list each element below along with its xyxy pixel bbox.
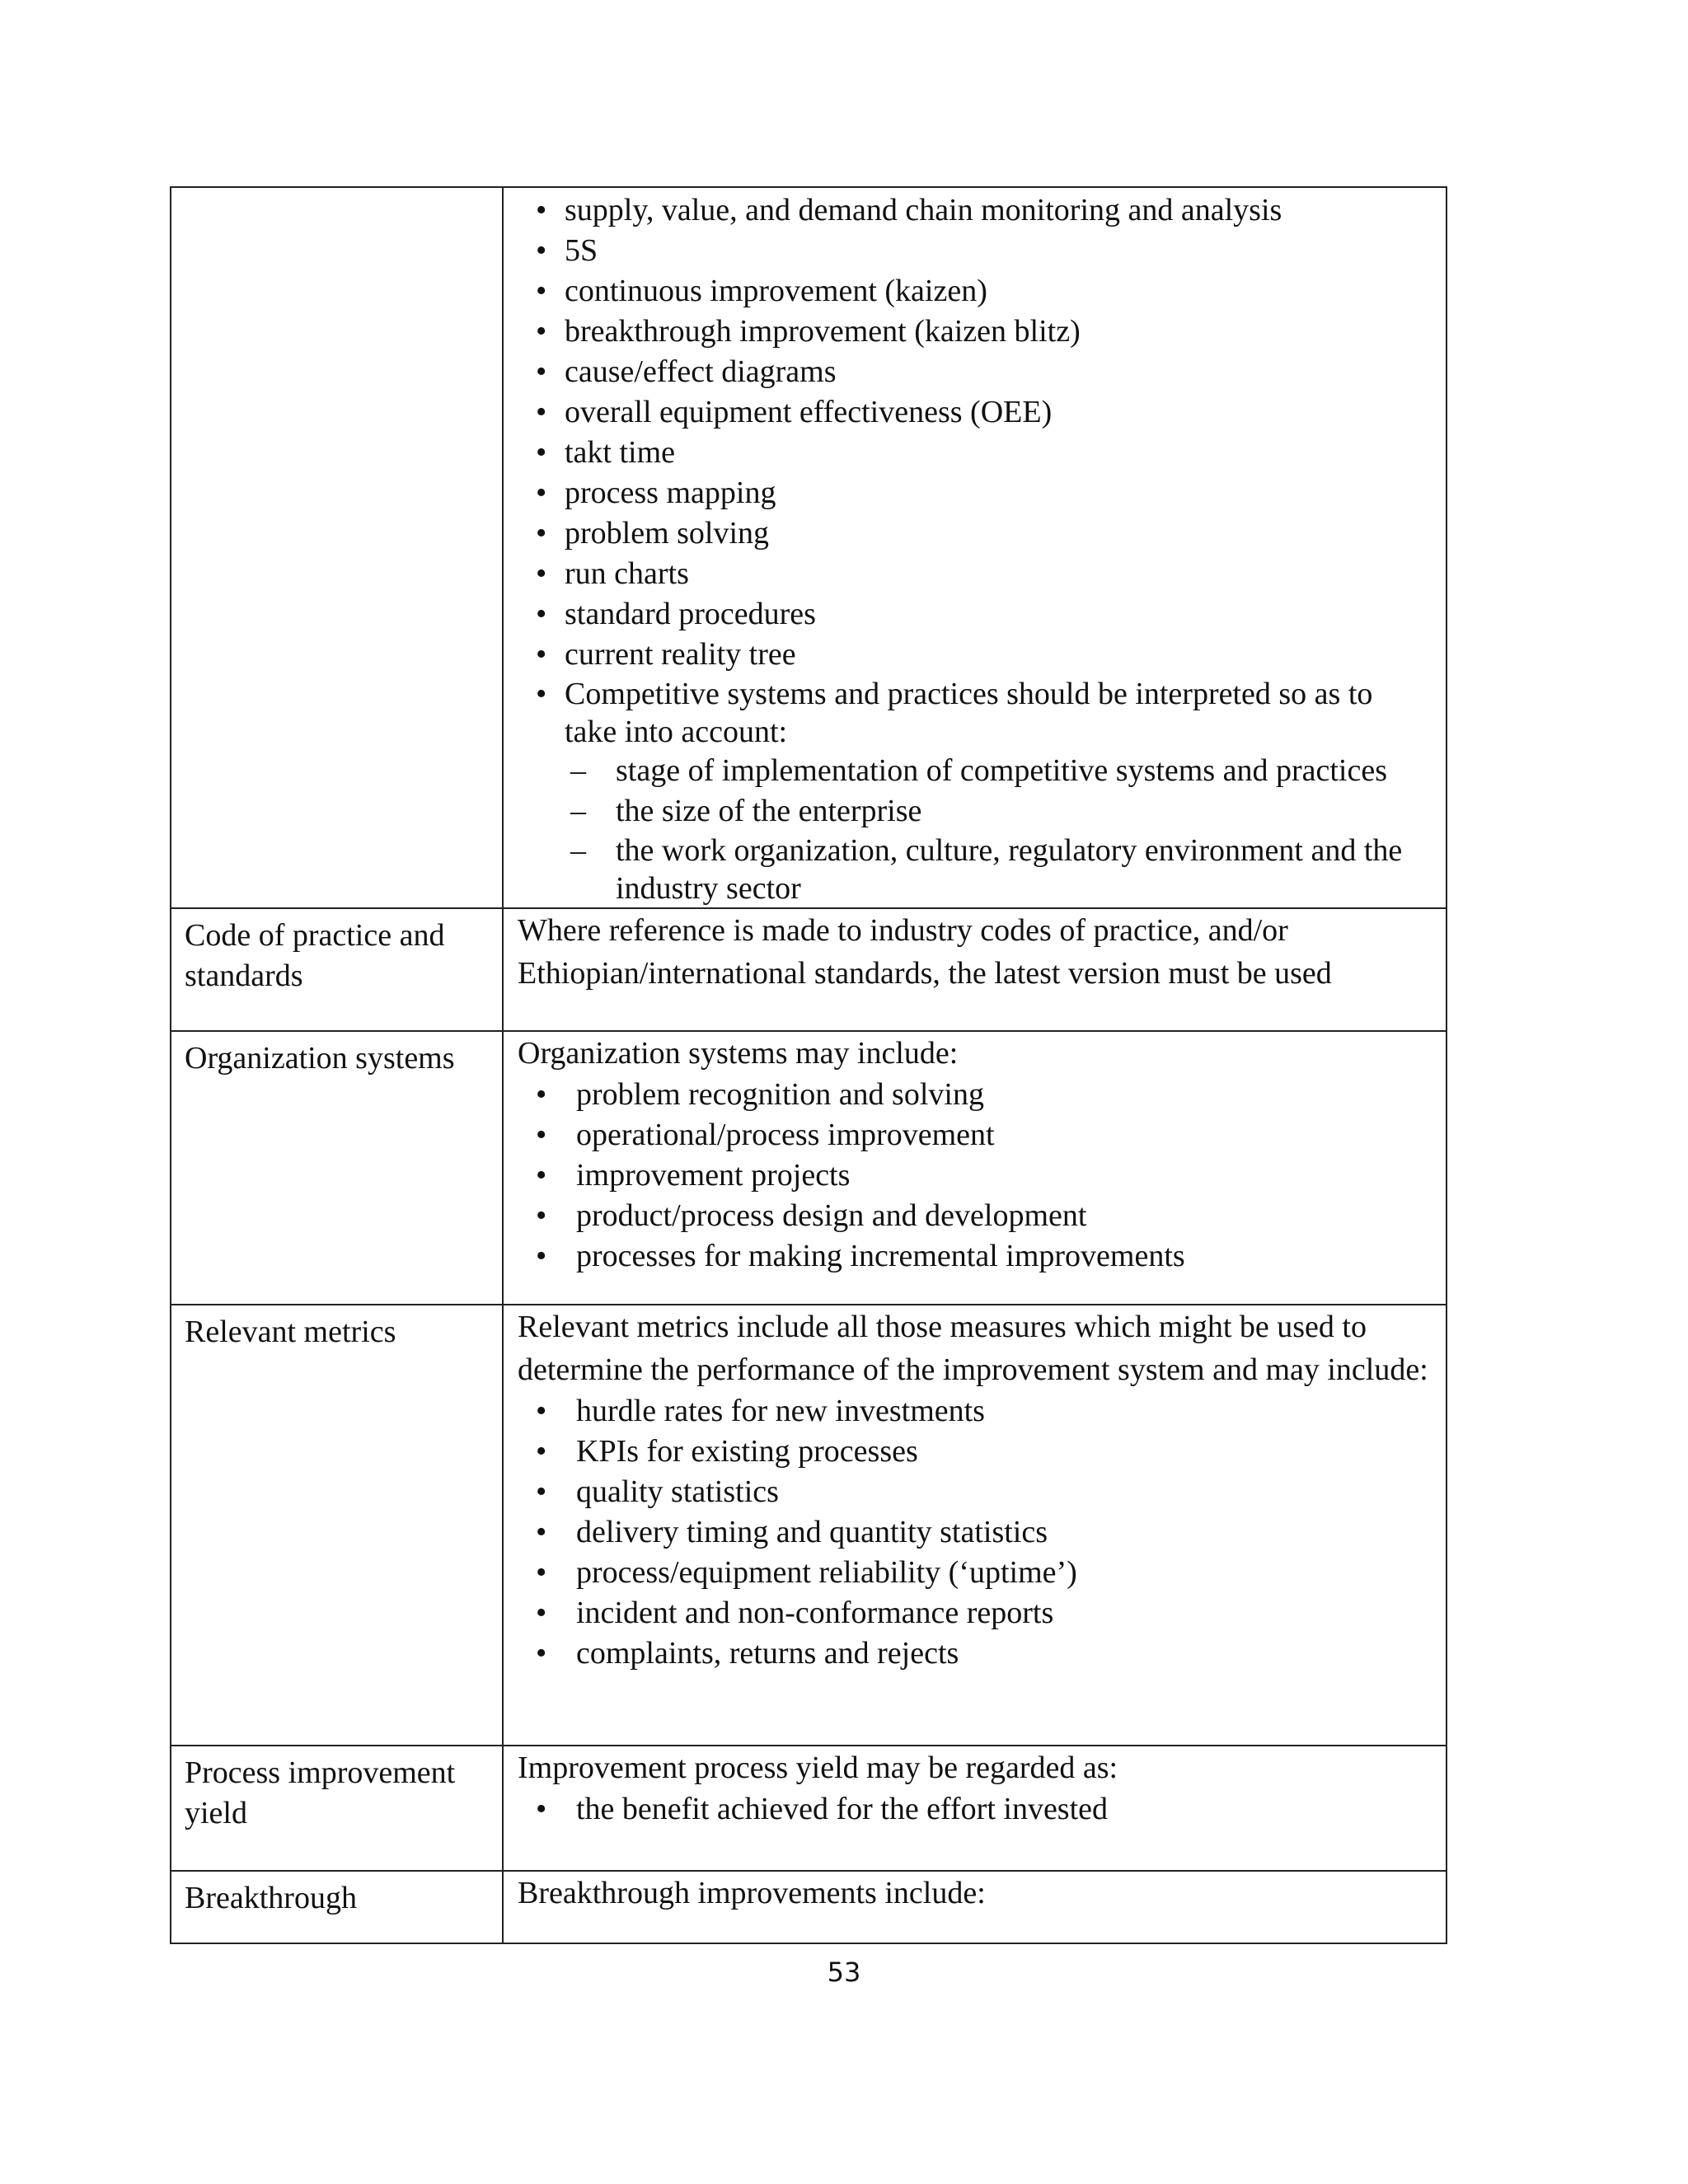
row-description	[503, 187, 1447, 908]
list-item: • takt time	[518, 433, 1431, 473]
list-item: • process/equipment reliability (‘uptime’)	[518, 1553, 1431, 1593]
organization-systems-list	[518, 1075, 1431, 1277]
sub-item-list	[518, 751, 1431, 907]
sub-list-item: – stage of implementation of competitive systems and practices	[518, 751, 1431, 791]
row-label: Process improvement yield	[171, 1746, 503, 1871]
table-row	[171, 187, 1447, 908]
row-intro: Improvement process yield may be regarded as:	[518, 1750, 1118, 1785]
table-row	[171, 1031, 1447, 1305]
tools-list	[518, 190, 1431, 751]
list-item: • the benefit achieved for the effort invested	[518, 1789, 1431, 1830]
relevant-metrics-list	[518, 1391, 1431, 1674]
list-item: • incident and non-conformance reports	[518, 1593, 1431, 1633]
row-label: Breakthrough	[171, 1871, 503, 1943]
list-item: • product/process design and development	[518, 1196, 1431, 1236]
list-item: • operational/process improvement	[518, 1115, 1431, 1155]
list-item: • process mapping	[518, 473, 1431, 513]
list-item: • processes for making incremental improvements	[518, 1236, 1431, 1277]
row-description	[503, 1746, 1447, 1871]
list-item: • 5S	[518, 231, 1431, 271]
row-description	[503, 1305, 1447, 1746]
row-text: Where reference is made to industry codes of practice, and/or Ethiopian/international standards, the latest version must be used	[518, 913, 1332, 991]
row-label: Code of practice and standards	[171, 908, 503, 1031]
row-label	[171, 187, 503, 908]
list-item: • supply, value, and demand chain monitoring and analysis	[518, 190, 1431, 231]
list-item: • overall equipment effectiveness (OEE)	[518, 392, 1431, 433]
row-intro: Relevant metrics include all those measures which might be used to determine the performance of the improvement system and may include:	[518, 1310, 1428, 1387]
list-item: • problem recognition and solving	[518, 1075, 1431, 1115]
table-row	[171, 1305, 1447, 1746]
row-intro: Organization systems may include:	[518, 1036, 959, 1071]
table-row	[171, 1871, 1447, 1943]
page-number: 53	[827, 1957, 861, 1988]
list-item: • KPIs for existing processes	[518, 1432, 1431, 1472]
sub-list-item: – the size of the enterprise	[518, 791, 1431, 832]
row-intro: Breakthrough improvements include:	[518, 1876, 986, 1910]
yield-list	[518, 1789, 1431, 1830]
row-label: Organization systems	[171, 1031, 503, 1305]
row-description	[503, 908, 1447, 1031]
table-row	[171, 1746, 1447, 1871]
list-item: • delivery timing and quantity statistics	[518, 1512, 1431, 1553]
list-item: • run charts	[518, 554, 1431, 594]
list-item: • complaints, returns and rejects	[518, 1633, 1431, 1674]
range-statement-table	[170, 186, 1447, 1944]
table-row	[171, 908, 1447, 1031]
list-item: • problem solving	[518, 513, 1431, 554]
list-item: • cause/effect diagrams	[518, 352, 1431, 392]
row-label: Relevant metrics	[171, 1305, 503, 1746]
list-item: • improvement projects	[518, 1155, 1431, 1196]
list-item: • quality statistics	[518, 1472, 1431, 1512]
list-item: • breakthrough improvement (kaizen blitz)	[518, 312, 1431, 352]
row-description	[503, 1031, 1447, 1305]
list-item: • Competitive systems and practices should be interpreted so as to take into account:	[518, 675, 1431, 751]
sub-list-item: – the work organization, culture, regulatory environment and the industry sector	[518, 832, 1431, 907]
list-item: • current reality tree	[518, 635, 1431, 675]
list-item: • standard procedures	[518, 594, 1431, 635]
row-description	[503, 1871, 1447, 1943]
list-item: • continuous improvement (kaizen)	[518, 271, 1431, 312]
list-item: • hurdle rates for new investments	[518, 1391, 1431, 1432]
